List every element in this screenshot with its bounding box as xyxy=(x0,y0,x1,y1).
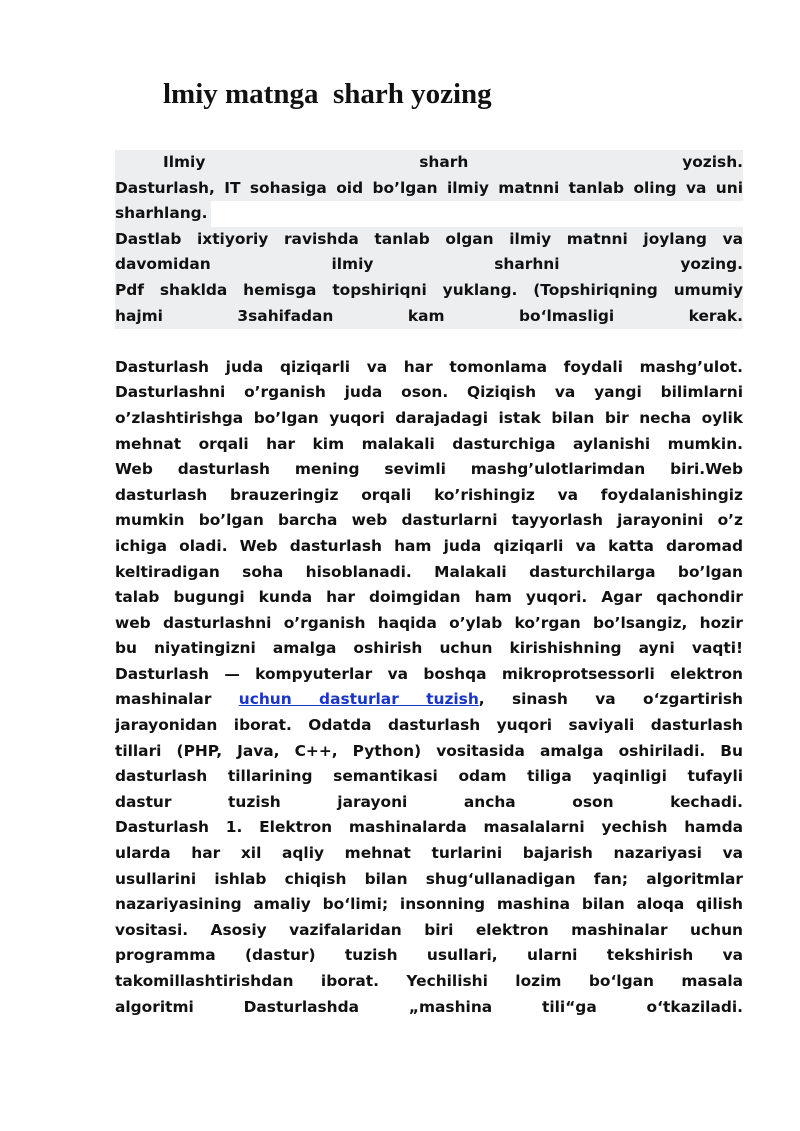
text-line: Dasturlash 1. Elektron mashinalarda masalalarni yechish hamda xyxy=(115,818,743,837)
task-line: Dasturlash, IT sohasiga oid bo’lgan ilmiy matnni tanlab oling va uni xyxy=(115,176,743,202)
task-line: sharhlang. xyxy=(115,201,211,227)
text-line: keltiradigan soha hisoblanadi. Malakali dasturchilarga bo’lgan xyxy=(115,562,743,581)
text-line: tillari (PHP, Java, C++, Python) vositasida amalga oshiriladi. Bu xyxy=(115,741,743,760)
text-line: ichiga oladi. Web dasturlash ham juda qiziqarli va katta daromad xyxy=(115,536,743,555)
task-block xyxy=(115,150,743,329)
text-segment: mashinalar xyxy=(115,690,239,709)
text-line: mehnat orqali har kim malakali dasturchiga aylanishi mumkin. xyxy=(115,434,743,453)
text-line: web dasturlashni o’rganish haqida o’ylab ko’rgan bo’lsangiz, hozir xyxy=(115,613,743,632)
task-line: Dastlab ixtiyoriy ravishda tanlab olgan ilmiy matnni joylang va xyxy=(115,227,743,253)
text-line: talab bugungi kunda har doimgidan ham yuqori. Agar qachondir xyxy=(115,588,743,607)
task-line: davomidan ilmiy sharhni yozing. xyxy=(115,252,743,278)
text-line: Dasturlash — kompyuterlar va boshqa mikroprotsessorli elektron xyxy=(115,664,743,683)
text-line: ularda har xil aqliy mehnat turlarini bajarish nazariyasi va xyxy=(115,844,743,863)
page-title: lmiy matnga sharh yozing xyxy=(163,78,492,110)
task-line: Ilmiy sharh yozish. xyxy=(115,150,743,176)
article-text xyxy=(115,355,743,1020)
text-line: Dasturlash juda qiziqarli va har tomonlama foydali mashg’ulot. xyxy=(115,357,743,376)
document-body xyxy=(115,150,743,1020)
text-line: jarayonidan iborat. Odatda dasturlash yuqori saviyali dasturlash xyxy=(115,716,743,735)
task-line: hajmi 3sahifadan kam bo‘lmasligi kerak. xyxy=(115,304,743,330)
text-line: dasturlash brauzeringiz orqali ko’rishingiz va foydalanishingiz xyxy=(115,485,743,504)
text-line: Web dasturlash mening sevimli mashg’ulotlarimdan biri.Web xyxy=(115,460,743,479)
programs-link[interactable]: uchun dasturlar tuzish xyxy=(238,690,479,709)
text-line: algoritmi Dasturlashda „mashina tili“ga o‘tkaziladi. xyxy=(115,997,743,1016)
text-line: programma (dastur) tuzish usullari, ularni tekshirish va xyxy=(115,946,743,965)
text-segment: , sinash va o‘zgartirish xyxy=(478,690,743,709)
text-line-with-link xyxy=(115,687,743,713)
text-line: mumkin bo’lgan barcha web dasturlarni tayyorlash jarayonini o’z xyxy=(115,511,743,530)
text-line: Dasturlashni o’rganish juda oson. Qiziqish va yangi bilimlarni xyxy=(115,383,743,402)
text-line: vositasi. Asosiy vazifalaridan biri elektron mashinalar uchun xyxy=(115,920,743,939)
task-line: Pdf shaklda hemisga topshiriqni yuklang. (Topshiriqning umumiy xyxy=(115,278,743,304)
paragraph-gap xyxy=(115,329,743,355)
text-line: bu niyatingizni amalga oshirish uchun kirishishning ayni vaqti! xyxy=(115,639,743,658)
text-line: nazariyasining amaliy bo‘limi; insonning mashina bilan aloqa qilish xyxy=(115,895,743,914)
text-line: dastur tuzish jarayoni ancha oson kechadi. xyxy=(115,792,743,811)
text-line: dasturlash tillarining semantikasi odam tiliga yaqinligi tufayli xyxy=(115,767,743,786)
text-line: usullarini ishlab chiqish bilan shug‘ullanadigan fan; algoritmlar xyxy=(115,869,743,888)
text-line: takomillashtirishdan iborat. Yechilishi lozim bo‘lgan masala xyxy=(115,972,743,990)
text-line: o’zlashtirishga bo’lgan yuqori darajadagi istak bilan bir necha oylik xyxy=(115,408,743,427)
